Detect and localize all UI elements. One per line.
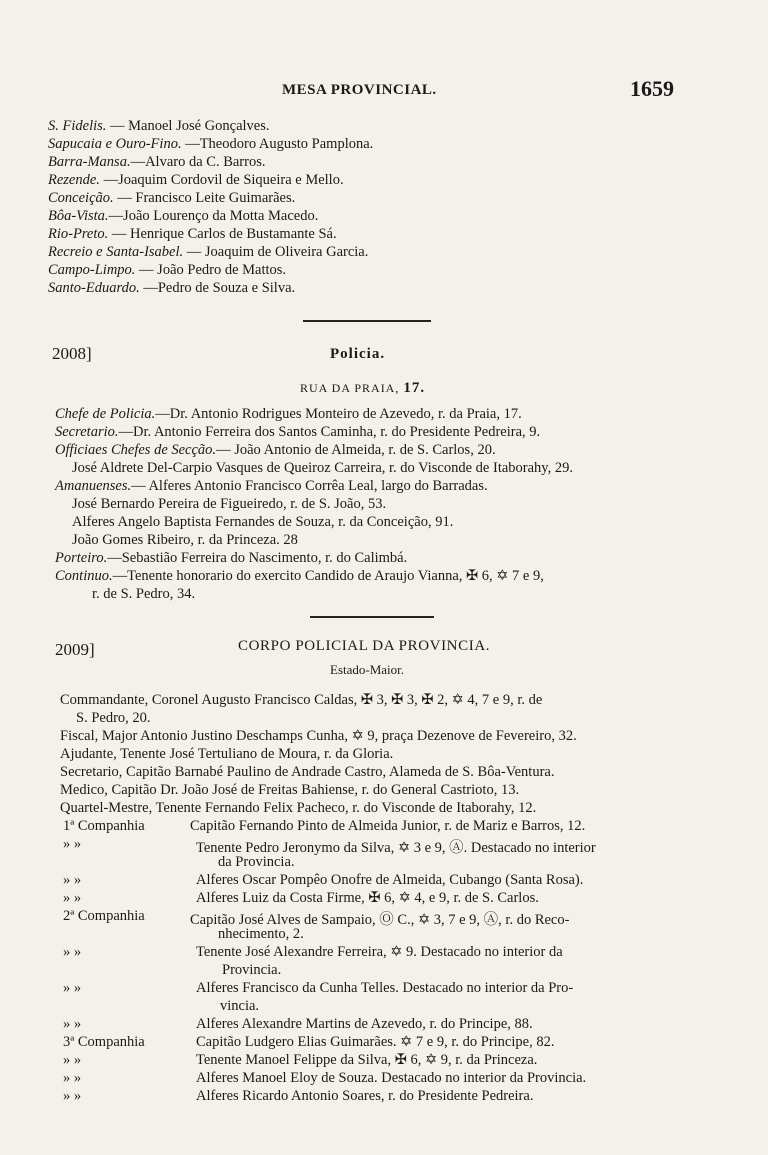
company-entry: Alferes Luiz da Costa Firme, ✠ 6, ✡ 4, e 9, r. de S. Carlos.	[196, 890, 539, 906]
company-entry: Capitão José Alves de Sampaio, Ⓞ C., ✡ 3, 7 e 9, Ⓐ, r. do Reco-	[190, 912, 570, 928]
company-entry: Alferes Ricardo Antonio Soares, r. do Presidente Pedreira.	[196, 1088, 534, 1104]
policia-entry: José Bernardo Pereira de Figueiredo, r. de S. João, 53.	[72, 496, 387, 512]
mesa-entry: Recreio e Santa-Isabel. — Joaquim de Oliveira Garcia.	[48, 244, 369, 260]
mesa-entry: Sapucaia e Ouro-Fino. —Theodoro Augusto Pamplona.	[48, 136, 374, 152]
staff-entry: Commandante, Coronel Augusto Francisco Caldas, ✠ 3, ✠ 3, ✠ 2, ✡ 4, 7 e 9, r. de	[60, 692, 543, 708]
policia-entry: Secretario.—Dr. Antonio Ferreira dos Santos Caminha, r. do Presidente Pedreira, 9.	[55, 424, 541, 440]
policia-entry: Amanuenses.— Alferes Antonio Francisco Corrêa Leal, largo do Barradas.	[55, 478, 488, 494]
company-entry: Capitão Fernando Pinto de Almeida Junior, r. de Mariz e Barros, 12.	[190, 818, 586, 834]
section-divider	[310, 616, 434, 618]
company-label: » »	[63, 872, 82, 888]
mesa-entry: Barra-Mansa.—Alvaro da C. Barros.	[48, 154, 266, 170]
company-entry: nhecimento, 2.	[218, 926, 304, 942]
company-label: 3ª Companhia	[63, 1034, 145, 1050]
policia-entry: Continuo.—Tenente honorario do exercito Candido de Araujo Vianna, ✠ 6, ✡ 7 e 9,	[55, 568, 544, 584]
company-label: » »	[63, 890, 82, 906]
company-label: 1ª Companhia	[63, 818, 145, 834]
company-label: » »	[63, 1016, 82, 1032]
company-entry: Provincia.	[222, 962, 282, 978]
section-divider	[303, 320, 431, 322]
company-label: » »	[63, 1070, 82, 1086]
policia-entry: João Gomes Ribeiro, r. da Princeza. 28	[72, 532, 298, 548]
policia-entry: Chefe de Policia.—Dr. Antonio Rodrigues Monteiro de Azevedo, r. da Praia, 17.	[55, 406, 522, 422]
running-header-title: MESA PROVINCIAL.	[282, 82, 437, 98]
policia-entry: Porteiro.—Sebastião Ferreira do Nascimento, r. do Calimbá.	[55, 550, 408, 566]
company-entry: Capitão Ludgero Elias Guimarães. ✡ 7 e 9, r. do Principe, 82.	[196, 1034, 555, 1050]
company-entry: Tenente José Alexandre Ferreira, ✡ 9. Destacado no interior da	[196, 944, 563, 960]
company-entry: Alferes Oscar Pompêo Onofre de Almeida, Cubango (Santa Rosa).	[196, 872, 584, 888]
staff-entry: Ajudante, Tenente José Tertuliano de Moura, r. da Gloria.	[60, 746, 394, 762]
mesa-entry: Rio-Preto. — Henrique Carlos de Bustamante Sá.	[48, 226, 337, 242]
company-label: 2ª Companhia	[63, 908, 145, 924]
staff-entry: Fiscal, Major Antonio Justino Deschamps Cunha, ✡ 9, praça Dezenove de Fevereiro, 32.	[60, 728, 577, 744]
mesa-entry: Conceição. — Francisco Leite Guimarães.	[48, 190, 296, 206]
company-label: » »	[63, 1088, 82, 1104]
company-entry: Alferes Alexandre Martins de Azevedo, r. do Principe, 88.	[196, 1016, 533, 1032]
company-entry: vincia.	[220, 998, 260, 1014]
mesa-entry: Bôa-Vista.—João Lourenço da Motta Macedo.	[48, 208, 319, 224]
section-title: Policia.	[330, 346, 386, 362]
mesa-entry: Santo-Eduardo. —Pedro de Souza e Silva.	[48, 280, 296, 296]
section-number: 2009]	[55, 640, 95, 659]
company-label: » »	[63, 944, 82, 960]
company-entry: Alferes Francisco da Cunha Telles. Destacado no interior da Pro-	[196, 980, 574, 996]
policia-entry: Alferes Angelo Baptista Fernandes de Souza, r. da Conceição, 91.	[72, 514, 454, 530]
company-entry: da Provincia.	[218, 854, 295, 870]
staff-entry: S. Pedro, 20.	[76, 710, 151, 726]
section-title: CORPO POLICIAL DA PROVINCIA.	[238, 638, 491, 654]
section-address: RUA DA PRAIA, 17.	[300, 380, 426, 396]
section-number: 2008]	[52, 344, 92, 363]
page-number: 1659	[630, 76, 674, 101]
staff-entry: Medico, Capitão Dr. João José de Freitas Bahiense, r. do General Castrioto, 13.	[60, 782, 520, 798]
section-subtitle: Estado-Maior.	[330, 662, 405, 677]
company-entry: Tenente Manoel Felippe da Silva, ✠ 6, ✡ 9, r. da Princeza.	[196, 1052, 538, 1068]
mesa-entry: S. Fidelis. — Manoel José Gonçalves.	[48, 118, 270, 134]
company-label: » »	[63, 980, 82, 996]
company-label: » »	[63, 1052, 82, 1068]
policia-entry: José Aldrete Del-Carpio Vasques de Queiroz Carreira, r. do Visconde de Itaborahy, 29.	[72, 460, 573, 476]
mesa-entry: Campo-Limpo. — João Pedro de Mattos.	[48, 262, 287, 278]
staff-entry: Secretario, Capitão Barnabé Paulino de Andrade Castro, Alameda de S. Bôa-Ventura.	[60, 764, 555, 780]
staff-entry: Quartel-Mestre, Tenente Fernando Felix Pacheco, r. do Visconde de Itaborahy, 12.	[60, 800, 537, 816]
mesa-entry: Rezende. —Joaquim Cordovil de Siqueira e Mello.	[48, 172, 344, 188]
policia-entry: Officiaes Chefes de Secção.— João Antonio de Almeida, r. de S. Carlos, 20.	[55, 442, 496, 458]
policia-entry: r. de S. Pedro, 34.	[92, 586, 196, 602]
company-label: » »	[63, 836, 82, 852]
company-entry: Tenente Pedro Jeronymo da Silva, ✡ 3 e 9, Ⓐ. Destacado no interior	[196, 840, 596, 856]
company-entry: Alferes Manoel Eloy de Souza. Destacado no interior da Provincia.	[196, 1070, 587, 1086]
